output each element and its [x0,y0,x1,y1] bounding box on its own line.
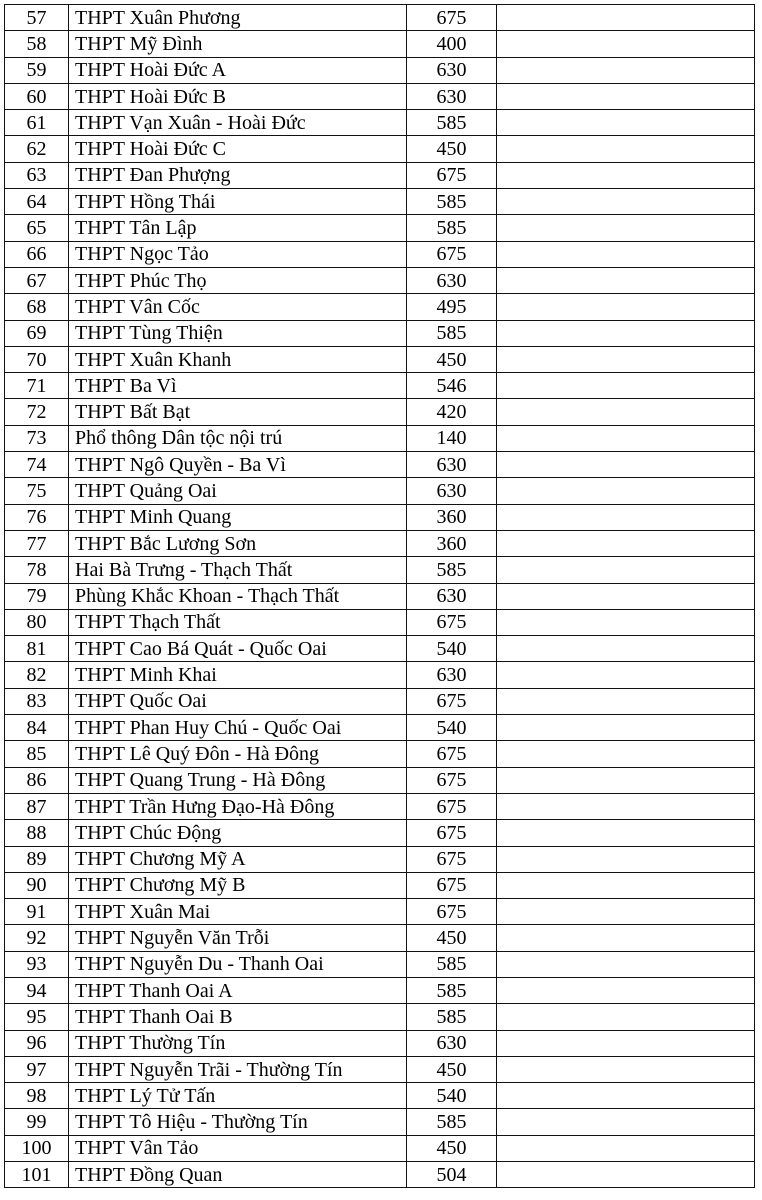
row-number-cell: 93 [5,951,69,977]
row-number-cell: 63 [5,162,69,188]
row-number-cell: 91 [5,899,69,925]
school-name-cell: THPT Minh Quang [69,504,407,530]
note-cell [497,162,755,188]
note-cell [497,294,755,320]
quota-cell: 675 [407,793,497,819]
table-row [5,1030,755,1056]
note-cell [497,478,755,504]
school-name-cell: THPT Hồng Thái [69,189,407,215]
school-name-cell: THPT Hoài Đức B [69,83,407,109]
table-row [5,1004,755,1030]
school-name-cell: THPT Hoài Đức A [69,57,407,83]
school-name-cell: THPT Lê Quý Đôn - Hà Đông [69,741,407,767]
school-name-cell: THPT Xuân Phương [69,5,407,31]
table-row [5,767,755,793]
school-name-cell: THPT Thanh Oai B [69,1004,407,1030]
row-number-cell: 101 [5,1162,69,1188]
school-name-cell: THPT Chương Mỹ A [69,846,407,872]
school-name-cell: THPT Ba Vì [69,373,407,399]
quota-cell: 675 [407,846,497,872]
school-name-cell: THPT Ngô Quyền - Ba Vì [69,452,407,478]
row-number-cell: 67 [5,267,69,293]
quota-cell: 585 [407,1109,497,1135]
row-number-cell: 74 [5,452,69,478]
quota-cell: 630 [407,452,497,478]
table-row [5,57,755,83]
school-name-cell: THPT Lý Tử Tấn [69,1083,407,1109]
table-row [5,399,755,425]
row-number-cell: 84 [5,715,69,741]
note-cell [497,83,755,109]
note-cell [497,320,755,346]
note-cell [497,793,755,819]
row-number-cell: 88 [5,820,69,846]
quota-cell: 400 [407,31,497,57]
row-number-cell: 72 [5,399,69,425]
quota-cell: 675 [407,162,497,188]
row-number-cell: 58 [5,31,69,57]
note-cell [497,899,755,925]
school-name-cell: THPT Bất Bạt [69,399,407,425]
row-number-cell: 86 [5,767,69,793]
row-number-cell: 99 [5,1109,69,1135]
table-row [5,241,755,267]
quota-cell: 540 [407,1083,497,1109]
table-row [5,1109,755,1135]
row-number-cell: 94 [5,977,69,1003]
quota-cell: 585 [407,215,497,241]
row-number-cell: 77 [5,530,69,556]
row-number-cell: 59 [5,57,69,83]
row-number-cell: 73 [5,425,69,451]
quota-cell: 630 [407,267,497,293]
school-name-cell: THPT Nguyễn Văn Trỗi [69,925,407,951]
quota-cell: 450 [407,1135,497,1161]
table-row [5,951,755,977]
row-number-cell: 60 [5,83,69,109]
table-row [5,1056,755,1082]
quota-cell: 420 [407,399,497,425]
row-number-cell: 61 [5,110,69,136]
quota-cell: 585 [407,189,497,215]
quota-cell: 450 [407,346,497,372]
note-cell [497,110,755,136]
row-number-cell: 87 [5,793,69,819]
school-name-cell: THPT Cao Bá Quát - Quốc Oai [69,636,407,662]
note-cell [497,1135,755,1161]
quota-cell: 585 [407,977,497,1003]
note-cell [497,1083,755,1109]
table-row [5,977,755,1003]
school-name-cell: THPT Phan Huy Chú - Quốc Oai [69,715,407,741]
table-row [5,715,755,741]
table-row [5,1162,755,1188]
table-row [5,294,755,320]
table-row [5,530,755,556]
note-cell [497,5,755,31]
note-cell [497,215,755,241]
table-row [5,1083,755,1109]
quota-cell: 675 [407,741,497,767]
school-name-cell: THPT Tân Lập [69,215,407,241]
quota-cell: 450 [407,1056,497,1082]
quota-cell: 630 [407,83,497,109]
quota-cell: 495 [407,294,497,320]
note-cell [497,57,755,83]
row-number-cell: 97 [5,1056,69,1082]
note-cell [497,925,755,951]
quota-cell: 630 [407,662,497,688]
note-cell [497,1030,755,1056]
table-row [5,609,755,635]
quota-cell: 504 [407,1162,497,1188]
table-row [5,741,755,767]
school-name-cell: THPT Bắc Lương Sơn [69,530,407,556]
school-name-cell: THPT Nguyễn Trãi - Thường Tín [69,1056,407,1082]
note-cell [497,557,755,583]
quota-cell: 585 [407,951,497,977]
school-quota-table [4,4,755,1188]
note-cell [497,977,755,1003]
quota-cell: 630 [407,57,497,83]
school-name-cell: THPT Quảng Oai [69,478,407,504]
row-number-cell: 83 [5,688,69,714]
table-row [5,662,755,688]
row-number-cell: 65 [5,215,69,241]
table-row [5,688,755,714]
school-name-cell: THPT Chương Mỹ B [69,872,407,898]
school-name-cell: THPT Thạch Thất [69,609,407,635]
quota-cell: 630 [407,478,497,504]
quota-cell: 585 [407,1004,497,1030]
quota-cell: 140 [407,425,497,451]
row-number-cell: 75 [5,478,69,504]
school-name-cell: THPT Vạn Xuân - Hoài Đức [69,110,407,136]
quota-cell: 450 [407,925,497,951]
quota-cell: 546 [407,373,497,399]
table-row [5,820,755,846]
note-cell [497,1162,755,1188]
table-row [5,110,755,136]
school-name-cell: THPT Quang Trung - Hà Đông [69,767,407,793]
note-cell [497,136,755,162]
note-cell [497,346,755,372]
quota-cell: 585 [407,110,497,136]
quota-cell: 450 [407,136,497,162]
school-name-cell: THPT Chúc Động [69,820,407,846]
school-name-cell: THPT Vân Cốc [69,294,407,320]
note-cell [497,504,755,530]
quota-cell: 585 [407,320,497,346]
row-number-cell: 71 [5,373,69,399]
quota-cell: 675 [407,241,497,267]
school-name-cell: THPT Hoài Đức C [69,136,407,162]
school-name-cell: Hai Bà Trưng - Thạch Thất [69,557,407,583]
school-name-cell: THPT Minh Khai [69,662,407,688]
note-cell [497,741,755,767]
table-row [5,31,755,57]
row-number-cell: 96 [5,1030,69,1056]
row-number-cell: 69 [5,320,69,346]
note-cell [497,662,755,688]
table-row [5,583,755,609]
school-name-cell: THPT Xuân Mai [69,899,407,925]
note-cell [497,241,755,267]
quota-cell: 675 [407,688,497,714]
quota-cell: 540 [407,715,497,741]
row-number-cell: 98 [5,1083,69,1109]
table-row [5,346,755,372]
quota-cell: 675 [407,820,497,846]
table-row [5,83,755,109]
table-row [5,1135,755,1161]
quota-cell: 630 [407,1030,497,1056]
row-number-cell: 78 [5,557,69,583]
table-row [5,636,755,662]
row-number-cell: 90 [5,872,69,898]
school-name-cell: THPT Quốc Oai [69,688,407,714]
table-row [5,899,755,925]
note-cell [497,189,755,215]
quota-cell: 360 [407,504,497,530]
school-name-cell: THPT Tô Hiệu - Thường Tín [69,1109,407,1135]
table-row [5,373,755,399]
note-cell [497,373,755,399]
row-number-cell: 76 [5,504,69,530]
table-row [5,5,755,31]
table-row [5,504,755,530]
note-cell [497,530,755,556]
table-row [5,452,755,478]
note-cell [497,820,755,846]
quota-cell: 675 [407,872,497,898]
row-number-cell: 92 [5,925,69,951]
school-name-cell: THPT Thường Tín [69,1030,407,1056]
school-name-cell: THPT Ngọc Tảo [69,241,407,267]
table-row [5,925,755,951]
table-row [5,189,755,215]
quota-cell: 585 [407,557,497,583]
row-number-cell: 85 [5,741,69,767]
quota-cell: 675 [407,609,497,635]
table-body [5,5,755,1188]
school-name-cell: THPT Xuân Khanh [69,346,407,372]
school-name-cell: THPT Vân Tảo [69,1135,407,1161]
note-cell [497,399,755,425]
school-name-cell: THPT Thanh Oai A [69,977,407,1003]
quota-cell: 675 [407,5,497,31]
school-name-cell: Phùng Khắc Khoan - Thạch Thất [69,583,407,609]
note-cell [497,1004,755,1030]
table-row [5,872,755,898]
note-cell [497,31,755,57]
row-number-cell: 100 [5,1135,69,1161]
table-row [5,478,755,504]
note-cell [497,715,755,741]
row-number-cell: 79 [5,583,69,609]
table-row [5,793,755,819]
row-number-cell: 68 [5,294,69,320]
note-cell [497,1056,755,1082]
note-cell [497,1109,755,1135]
row-number-cell: 82 [5,662,69,688]
table-row [5,425,755,451]
table-row [5,136,755,162]
school-name-cell: THPT Phúc Thọ [69,267,407,293]
table-row [5,320,755,346]
row-number-cell: 81 [5,636,69,662]
row-number-cell: 66 [5,241,69,267]
school-name-cell: THPT Trần Hưng Đạo-Hà Đông [69,793,407,819]
school-name-cell: THPT Nguyễn Du - Thanh Oai [69,951,407,977]
note-cell [497,583,755,609]
row-number-cell: 80 [5,609,69,635]
table-row [5,215,755,241]
quota-cell: 630 [407,583,497,609]
note-cell [497,767,755,793]
row-number-cell: 89 [5,846,69,872]
note-cell [497,609,755,635]
school-name-cell: THPT Đan Phượng [69,162,407,188]
note-cell [497,267,755,293]
quota-cell: 540 [407,636,497,662]
note-cell [497,688,755,714]
note-cell [497,846,755,872]
row-number-cell: 95 [5,1004,69,1030]
note-cell [497,425,755,451]
table-row [5,846,755,872]
school-name-cell: THPT Mỹ Đình [69,31,407,57]
school-name-cell: THPT Đồng Quan [69,1162,407,1188]
note-cell [497,951,755,977]
row-number-cell: 70 [5,346,69,372]
note-cell [497,636,755,662]
row-number-cell: 62 [5,136,69,162]
quota-cell: 675 [407,767,497,793]
quota-cell: 360 [407,530,497,556]
school-name-cell: Phổ thông Dân tộc nội trú [69,425,407,451]
row-number-cell: 57 [5,5,69,31]
table-row [5,267,755,293]
table-row [5,162,755,188]
note-cell [497,452,755,478]
school-name-cell: THPT Tùng Thiện [69,320,407,346]
row-number-cell: 64 [5,189,69,215]
note-cell [497,872,755,898]
quota-cell: 675 [407,899,497,925]
table-row [5,557,755,583]
